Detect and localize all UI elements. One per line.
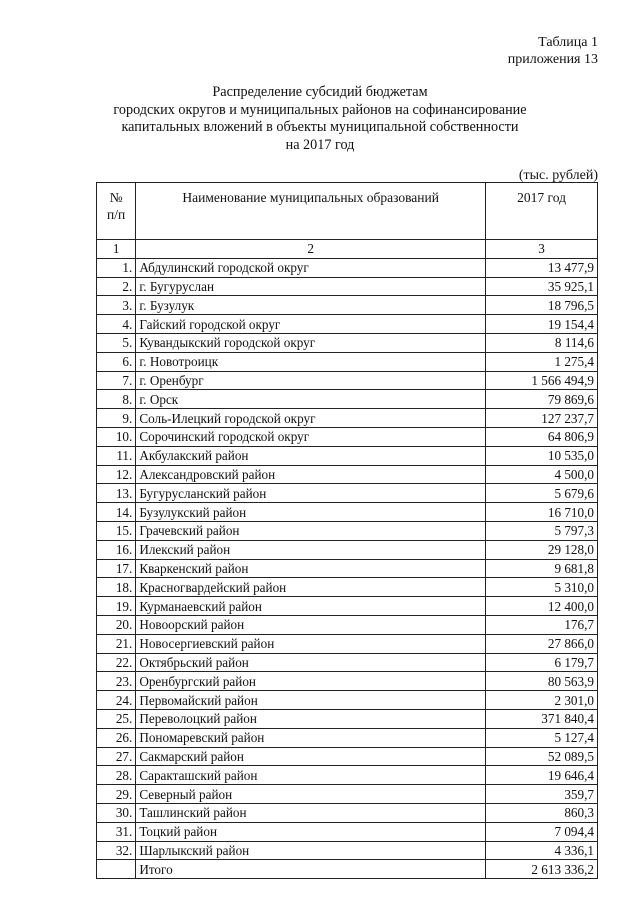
header-block (508, 34, 598, 68)
municipality-name: Сакмарский район (136, 747, 486, 766)
municipality-name: Октябрьский район (136, 653, 486, 672)
units-label: (тыс. рублей) (518, 168, 598, 183)
subsidy-value: 127 237,7 (486, 409, 598, 428)
row-number: 24. (97, 691, 136, 710)
table-body (97, 240, 598, 879)
municipality-name: Новоорский район (136, 615, 486, 634)
municipality-name: Грачевский район (136, 521, 486, 540)
municipality-name: Северный район (136, 785, 486, 804)
table-label: Таблица 1 (538, 35, 598, 50)
row-number: 14. (97, 503, 136, 522)
row-number: 10. (97, 427, 136, 446)
title-line-2: городских округов и муниципальных районов на софинансирование (113, 101, 527, 118)
table-row (97, 258, 598, 277)
municipality-name: Тоцкий район (136, 822, 486, 841)
col-header-number-line2: п/п (107, 207, 126, 222)
row-number: 23. (97, 672, 136, 691)
table-row (97, 352, 598, 371)
table-row (97, 653, 598, 672)
table-row (97, 277, 598, 296)
column-number-cell: 3 (486, 240, 598, 259)
subsidy-value: 860,3 (486, 803, 598, 822)
table-row (97, 503, 598, 522)
row-number: 21. (97, 634, 136, 653)
municipality-name: Александровский район (136, 465, 486, 484)
municipality-name: Гайский городской округ (136, 315, 486, 334)
table-row (97, 785, 598, 804)
row-number: 27. (97, 747, 136, 766)
table-row (97, 559, 598, 578)
table-row (97, 446, 598, 465)
table-row (97, 296, 598, 315)
municipality-name: Красногвардейский район (136, 578, 486, 597)
total-empty-cell (97, 860, 136, 879)
subsidy-value: 79 869,6 (486, 390, 598, 409)
subsidy-value: 29 128,0 (486, 540, 598, 559)
table-row (97, 615, 598, 634)
subsidy-value: 8 114,6 (486, 333, 598, 352)
subsidy-value: 371 840,4 (486, 709, 598, 728)
subsidy-value: 19 646,4 (486, 766, 598, 785)
table-row (97, 672, 598, 691)
subsidy-value: 12 400,0 (486, 597, 598, 616)
total-label: Итого (136, 860, 486, 879)
subsidy-value: 18 796,5 (486, 296, 598, 315)
table-row (97, 315, 598, 334)
table-row (97, 766, 598, 785)
subsidy-value: 10 535,0 (486, 446, 598, 465)
table-row (97, 390, 598, 409)
subsidy-value: 16 710,0 (486, 503, 598, 522)
row-number: 22. (97, 653, 136, 672)
table-header-row (97, 183, 598, 240)
row-number: 32. (97, 841, 136, 860)
table-row (97, 540, 598, 559)
row-number: 1. (97, 258, 136, 277)
table-row (97, 333, 598, 352)
row-number: 30. (97, 803, 136, 822)
row-number: 12. (97, 465, 136, 484)
row-number: 5. (97, 333, 136, 352)
subsidy-value: 5 127,4 (486, 728, 598, 747)
row-number: 16. (97, 540, 136, 559)
subsidy-value: 1 566 494,9 (486, 371, 598, 390)
row-number: 25. (97, 709, 136, 728)
municipality-name: Первомайский район (136, 691, 486, 710)
municipality-name: Бузулукский район (136, 503, 486, 522)
col-header-year: 2017 год (486, 183, 598, 240)
subsidy-value: 19 154,4 (486, 315, 598, 334)
row-number: 15. (97, 521, 136, 540)
col-header-number (97, 183, 136, 240)
col-header-number-line1: № (109, 190, 123, 205)
municipality-name: Новосергиевский район (136, 634, 486, 653)
municipality-name: Пономаревский район (136, 728, 486, 747)
column-number-cell: 2 (136, 240, 486, 259)
municipality-name: г. Оренбург (136, 371, 486, 390)
subsidy-value: 1 275,4 (486, 352, 598, 371)
municipality-name: г. Орск (136, 390, 486, 409)
municipality-name: Переволоцкий район (136, 709, 486, 728)
table-row (97, 747, 598, 766)
total-row (97, 860, 598, 879)
table-row (97, 427, 598, 446)
appendix-label: приложения 13 (507, 52, 598, 67)
municipality-name: г. Новотроицк (136, 352, 486, 371)
row-number: 11. (97, 446, 136, 465)
row-number: 7. (97, 371, 136, 390)
table-row (97, 521, 598, 540)
row-number: 13. (97, 484, 136, 503)
table-row (97, 597, 598, 616)
subsidy-value: 7 094,4 (486, 822, 598, 841)
row-number: 28. (97, 766, 136, 785)
municipality-name: г. Бузулук (136, 296, 486, 315)
table-row (97, 822, 598, 841)
row-number: 9. (97, 409, 136, 428)
municipality-name: Кувандыкский городской округ (136, 333, 486, 352)
subsidy-value: 64 806,9 (486, 427, 598, 446)
subsidy-value: 35 925,1 (486, 277, 598, 296)
total-value: 2 613 336,2 (486, 860, 598, 879)
municipality-name: Саракташский район (136, 766, 486, 785)
table-row (97, 578, 598, 597)
table-row (97, 484, 598, 503)
subsidy-value: 4 500,0 (486, 465, 598, 484)
row-number: 20. (97, 615, 136, 634)
table-row (97, 634, 598, 653)
row-number: 18. (97, 578, 136, 597)
col-header-name: Наименование муниципальных образований (136, 183, 486, 240)
municipality-name: Шарлыкский район (136, 841, 486, 860)
municipality-name: Оренбургский район (136, 672, 486, 691)
title-line-4: на 2017 год (285, 136, 355, 153)
column-number-row (97, 240, 598, 259)
municipality-name: Акбулакский район (136, 446, 486, 465)
row-number: 4. (97, 315, 136, 334)
table-row (97, 728, 598, 747)
subsidy-value: 4 336,1 (486, 841, 598, 860)
subsidy-value: 80 563,9 (486, 672, 598, 691)
table-row (97, 465, 598, 484)
table-row (97, 709, 598, 728)
subsidy-value: 5 310,0 (486, 578, 598, 597)
municipality-name: Курманаевский район (136, 597, 486, 616)
document-title (0, 84, 640, 154)
table-row (97, 691, 598, 710)
subsidy-value: 359,7 (486, 785, 598, 804)
subsidy-value: 5 679,6 (486, 484, 598, 503)
row-number: 26. (97, 728, 136, 747)
subsidy-value: 52 089,5 (486, 747, 598, 766)
row-number: 8. (97, 390, 136, 409)
table-row (97, 409, 598, 428)
row-number: 17. (97, 559, 136, 578)
row-number: 2. (97, 277, 136, 296)
table-row (97, 371, 598, 390)
table-row (97, 841, 598, 860)
municipality-name: Кваркенский район (136, 559, 486, 578)
row-number: 31. (97, 822, 136, 841)
row-number: 6. (97, 352, 136, 371)
subsidy-value: 6 179,7 (486, 653, 598, 672)
subsidy-value: 176,7 (486, 615, 598, 634)
subsidy-value: 9 681,8 (486, 559, 598, 578)
municipality-name: Сорочинский городской округ (136, 427, 486, 446)
row-number: 3. (97, 296, 136, 315)
municipality-name: Абдулинский городской округ (136, 258, 486, 277)
municipality-name: г. Бугуруслан (136, 277, 486, 296)
title-line-3: капитальных вложений в объекты муниципальной собственности (121, 119, 519, 135)
municipality-name: Соль-Илецкий городской округ (136, 409, 486, 428)
subsidy-table (96, 182, 598, 879)
row-number: 19. (97, 597, 136, 616)
municipality-name: Илекский район (136, 540, 486, 559)
municipality-name: Бугурусланский район (136, 484, 486, 503)
subsidy-value: 27 866,0 (486, 634, 598, 653)
subsidy-value: 2 301,0 (486, 691, 598, 710)
table-row (97, 803, 598, 822)
subsidy-value: 5 797,3 (486, 521, 598, 540)
municipality-name: Ташлинский район (136, 803, 486, 822)
subsidy-value: 13 477,9 (486, 258, 598, 277)
column-number-cell: 1 (97, 240, 136, 259)
title-line-1: Распределение субсидий бюджетам (212, 84, 428, 100)
row-number: 29. (97, 785, 136, 804)
